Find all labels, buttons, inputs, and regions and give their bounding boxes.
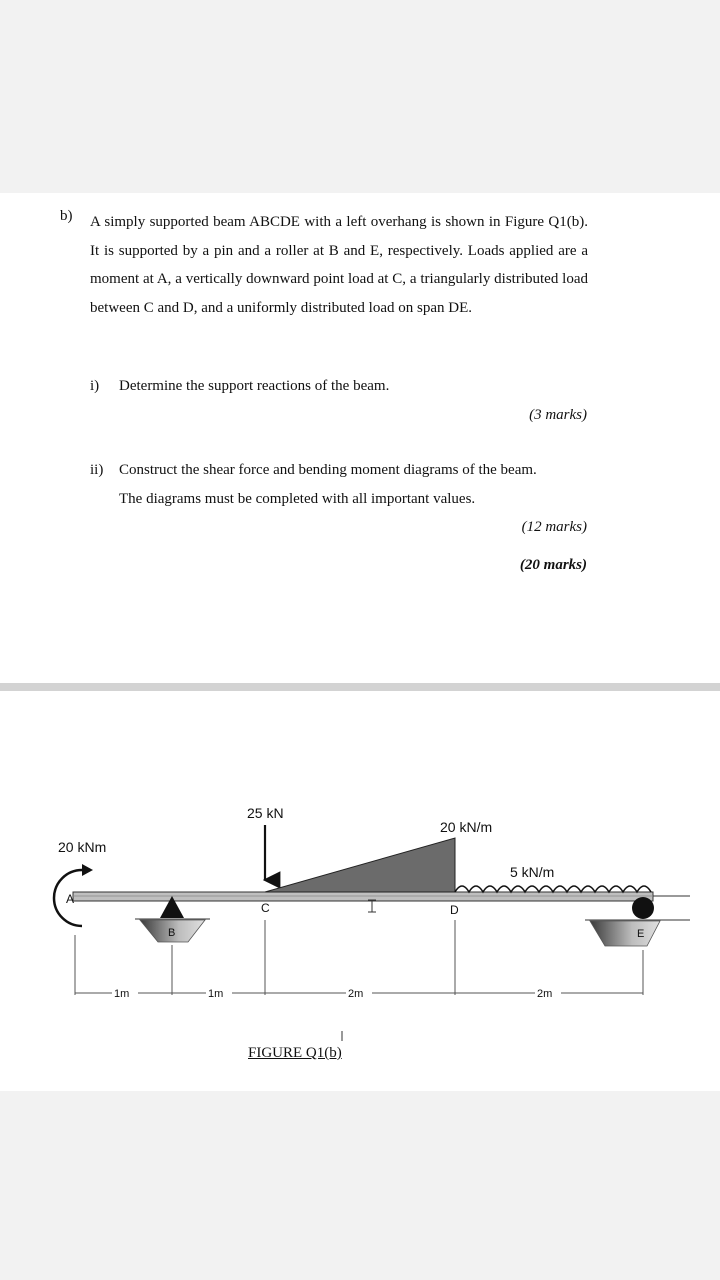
point-e-label: E xyxy=(637,928,645,940)
dim-3: 2m xyxy=(348,988,364,1000)
question-label: b) xyxy=(60,208,73,224)
part-i-marks: (3 marks) xyxy=(529,407,587,423)
point-load-label: 25 kN xyxy=(247,805,284,821)
support-e-base xyxy=(590,921,660,946)
point-c-label: C xyxy=(261,901,270,915)
page-separator xyxy=(0,683,720,691)
beam xyxy=(73,892,653,901)
part-ii-line1: Construct the shear force and bending moment diagrams of the beam. xyxy=(119,462,537,478)
moment-label: 20 kNm xyxy=(58,839,107,855)
triangular-load xyxy=(265,838,455,892)
dim-4: 2m xyxy=(537,988,553,1000)
figure-caption: FIGURE Q1(b) xyxy=(248,1045,342,1061)
part-ii-label: ii) xyxy=(90,462,104,478)
udl-label: 5 kN/m xyxy=(510,864,555,880)
point-a-label: A xyxy=(66,892,75,906)
part-i-text: Determine the support reactions of the beam. xyxy=(119,378,390,394)
part-i-label: i) xyxy=(90,378,100,394)
moment-arrow-head xyxy=(82,864,93,876)
dim-2: 1m xyxy=(208,988,224,1000)
part-ii-line2: The diagrams must be completed with all important values. xyxy=(119,491,476,507)
question-text: A simply supported beam ABCDE with a left overhang is shown in Figure Q1(b). It is supported by a pin and a roller at B and E, respectively. Loads applied are a moment at A, a vertically downward point load at C, a triangularly distributed load between C and D, and a uniformly distributed load on span DE. xyxy=(90,214,588,316)
dim-1: 1m xyxy=(114,988,130,1000)
total-marks: (20 marks) xyxy=(519,557,587,573)
point-b-label: B xyxy=(168,927,176,939)
roller-support-e xyxy=(632,897,654,919)
tri-load-label: 20 kN/m xyxy=(440,819,493,835)
beam-figure xyxy=(0,691,720,1071)
udl-load xyxy=(455,886,651,892)
part-ii-marks: (12 marks) xyxy=(521,519,587,535)
point-d-label: D xyxy=(450,903,459,917)
